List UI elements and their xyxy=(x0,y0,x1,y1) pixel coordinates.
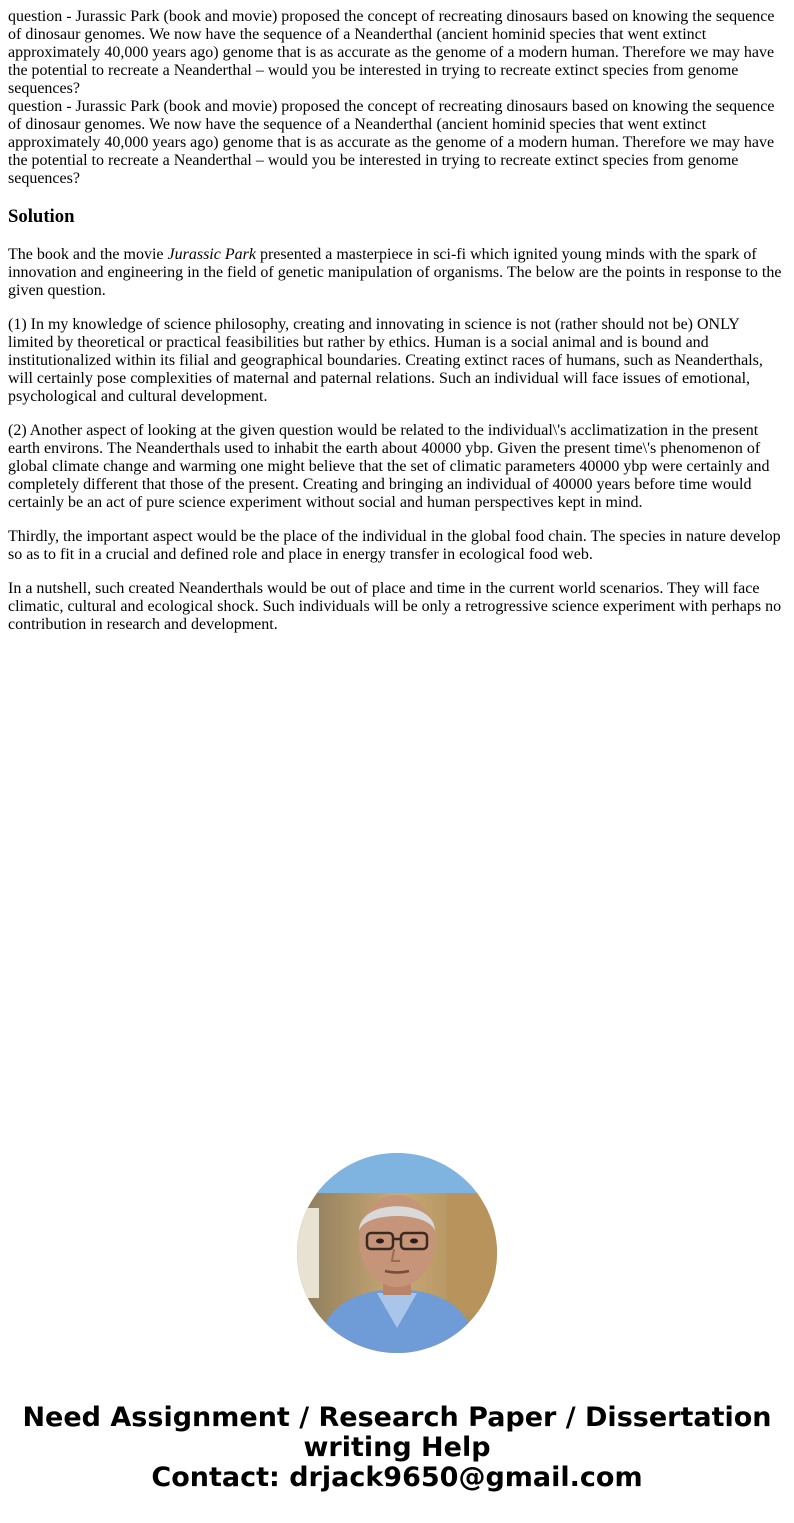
promo-line-1: Need Assignment / Research Paper / Dissertation xyxy=(22,1402,772,1433)
solution-point-3: Thirdly, the important aspect would be the place of the individual in the global food chain. The species in nature develop so as to fit in a crucial and defined role and place in energy transfer in ecological food web. xyxy=(8,528,781,563)
solution-conclusion: In a nutshell, such created Neanderthals would be out of place and time in the current world scenarios. They will face climatic, cultural and ecological shock. Such individuals will be only a retrogressive science experiment with perhaps no contribution in research and development. xyxy=(8,580,782,633)
promo-line-2: writing Help xyxy=(303,1432,491,1463)
author-photo-icon xyxy=(297,1153,497,1353)
solution-point-2: (2) Another aspect of looking at the given question would be related to the individual\'s acclimatization in the present earth environs. The Neanderthals used to inhabit the earth about 40000 ybp. Given the present time\'s phenomenon of global climate change and warming one might believe that the set of climatic parameters 40000 ybp were certainly and completely different that those of the present. Creating and bringing an individual of 40000 years before time would certainly be an act of pure science experiment without social and human perspectives kept in mind. xyxy=(8,422,770,511)
question-text-1: question - Jurassic Park (book and movie) proposed the concept of recreating dinosaurs based on knowing the sequence of dinosaur genomes. We now have the sequence of a Neanderthal (ancient hominid species that went extinct approximately 40,000 years ago) genome that is as accurate as the genome of a modern human. Therefore we may have the potential to recreate a Neanderthal – would you be interested in trying to recreate extinct species from genome sequences? xyxy=(8,8,775,97)
promo-contact: Contact: drjack9650@gmail.com xyxy=(151,1462,643,1493)
promo-banner xyxy=(0,1403,794,1493)
question-text-2: question - Jurassic Park (book and movie) proposed the concept of recreating dinosaurs based on knowing the sequence of dinosaur genomes. We now have the sequence of a Neanderthal (ancient hominid species that went extinct approximately 40,000 years ago) genome that is as accurate as the genome of a modern human. Therefore we may have the potential to recreate a Neanderthal – would you be interested in trying to recreate extinct species from genome sequences? xyxy=(8,98,775,187)
author-avatar xyxy=(297,1153,497,1353)
solution-intro xyxy=(8,246,786,300)
solution-point-1: (1) In my knowledge of science philosophy, creating and innovating in science is not (rather should not be) ONLY limited by theoretical or practical feasibilities but rather by ethics. Human is a social animal and is bound and institutionalized within its filial and geographical boundaries. Creating extinct races of humans, such as Neanderthals, will certainly pose complexities of maternal and paternal relations. Such an individual will face issues of emotional, psychological and cultural development. xyxy=(8,316,763,405)
intro-after: presented a masterpiece in sci-fi which ignited young minds with the spark of innovation and engineering in the field of genetic manipulation of organisms. The below are the points in response to the given question. xyxy=(8,246,782,299)
solution-heading: Solution xyxy=(8,206,75,227)
intro-title-italic: Jurassic Park xyxy=(167,246,256,263)
intro-before: The book and the movie xyxy=(8,246,168,263)
document-body xyxy=(0,0,794,634)
